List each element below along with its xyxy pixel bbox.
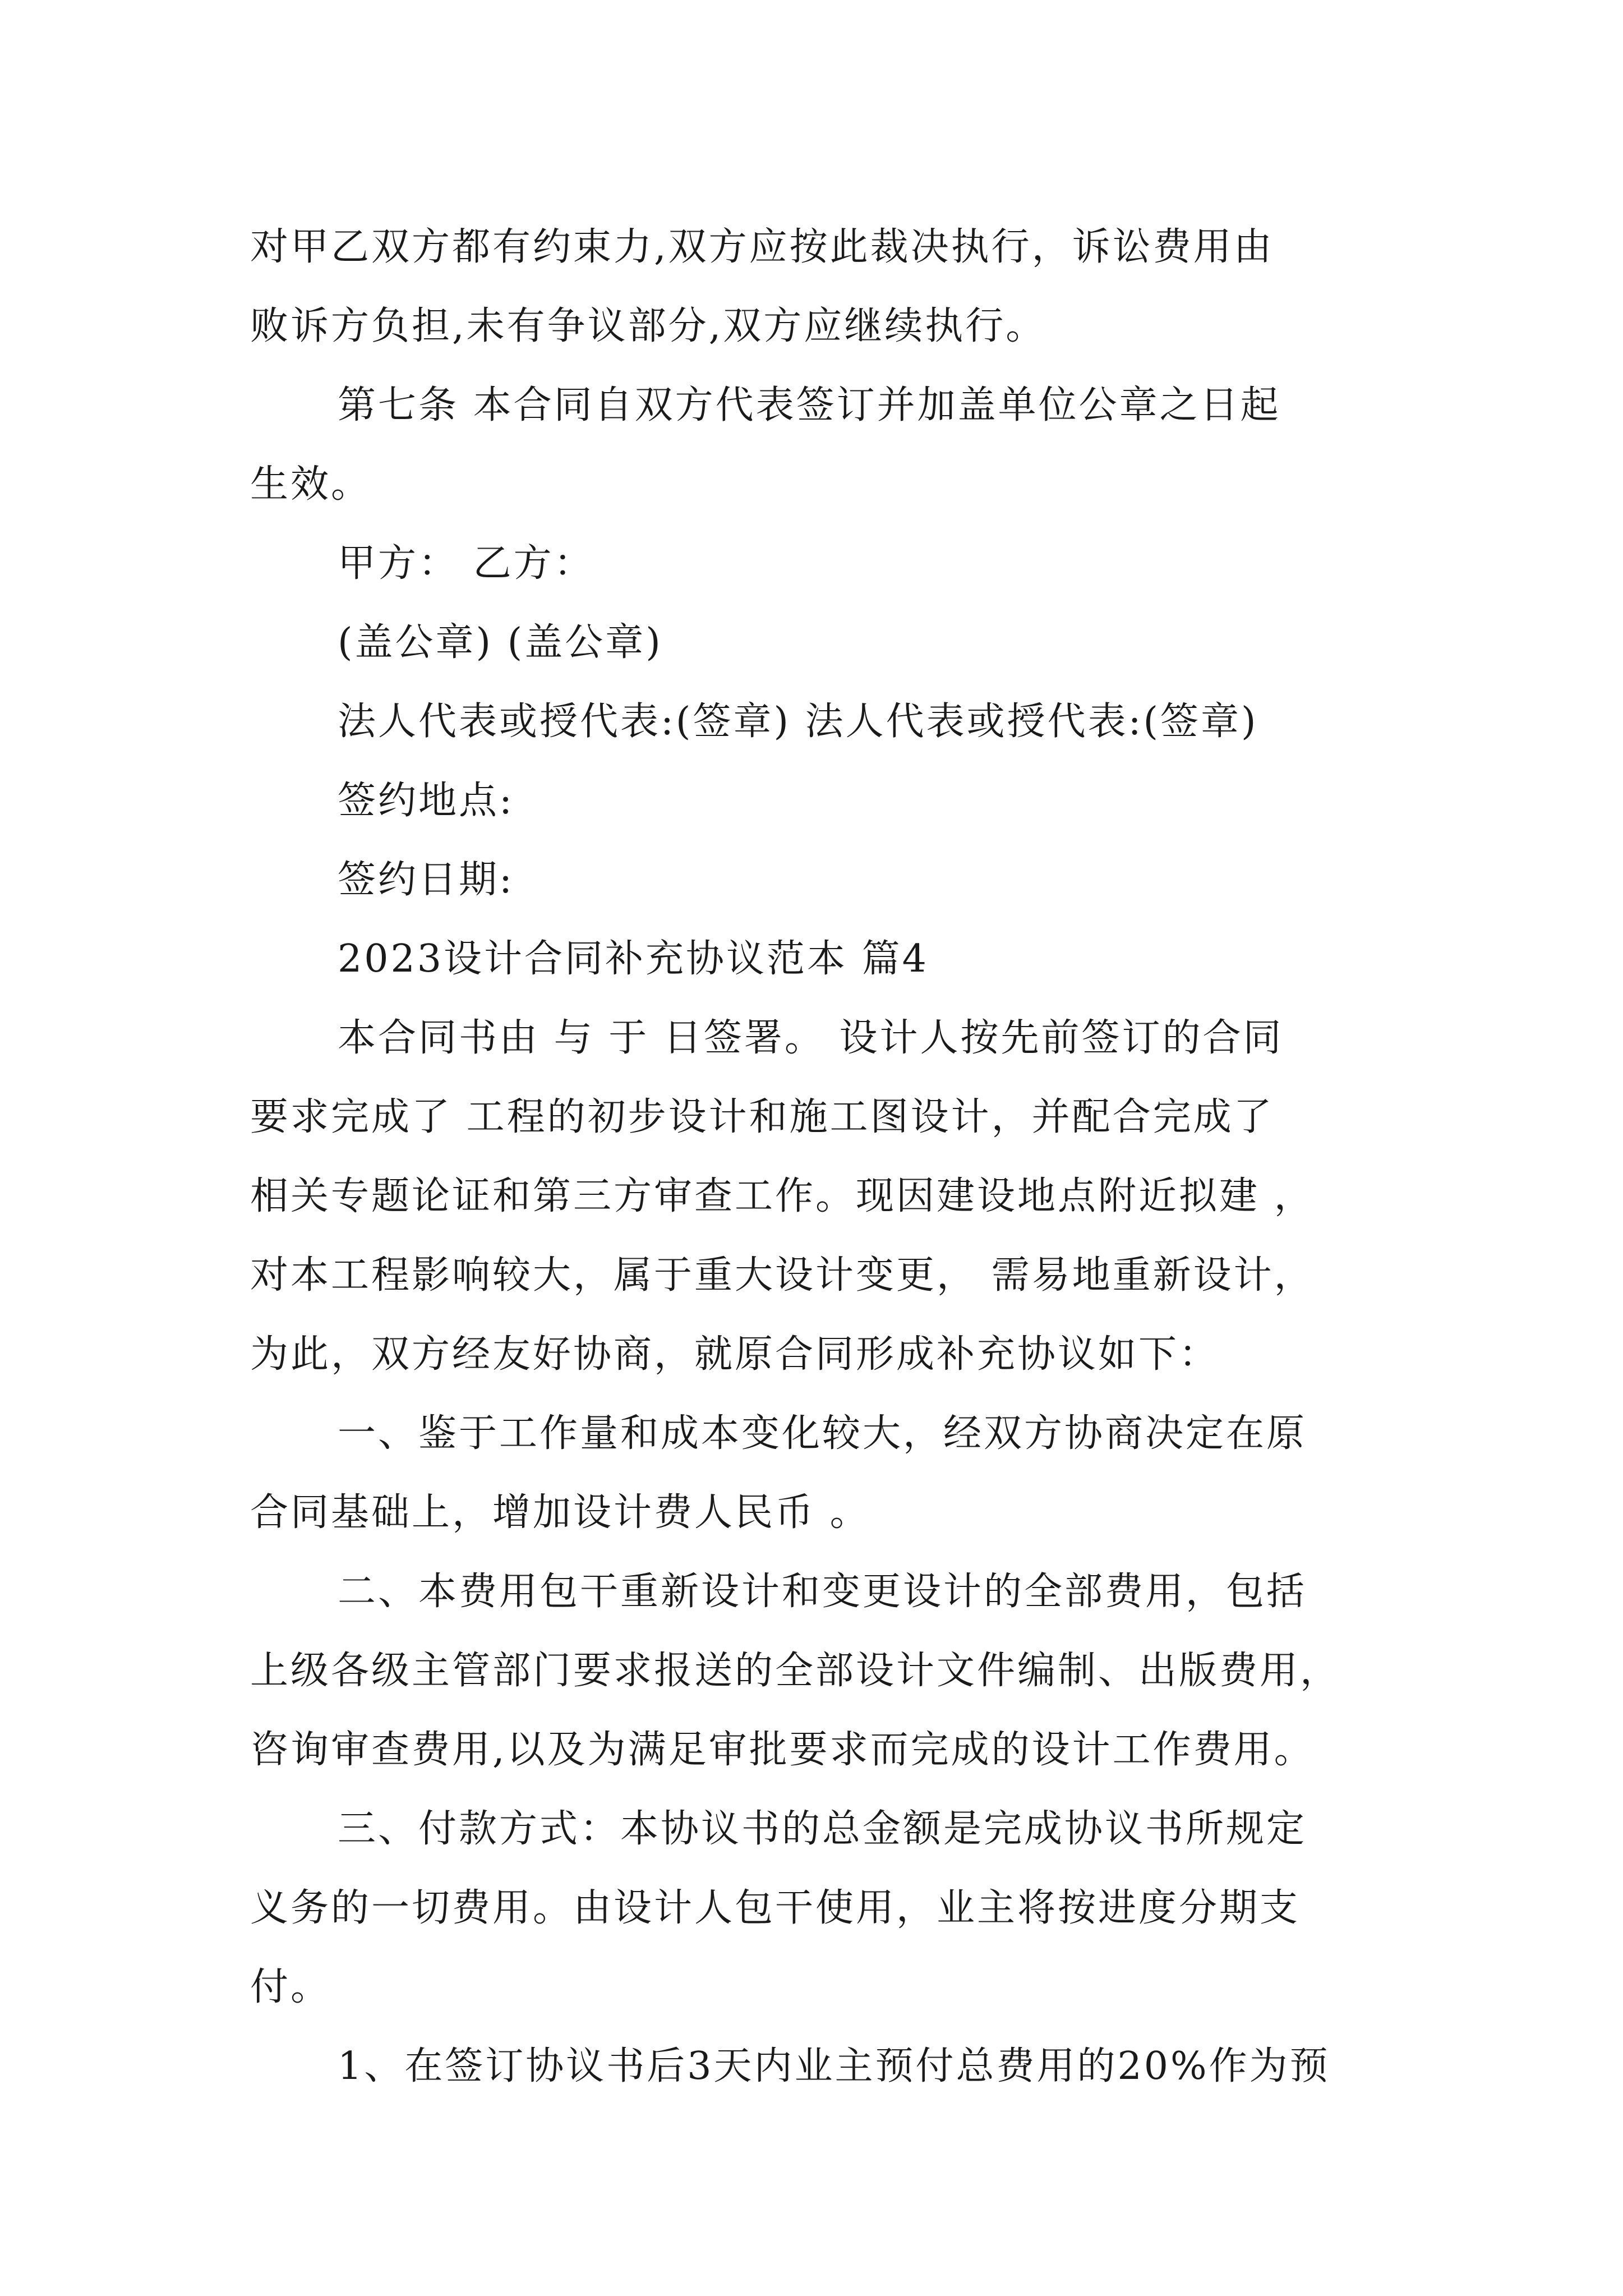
text-line: 付。 [250, 1965, 331, 2009]
signing-location: 签约地点: [338, 779, 514, 823]
document-body [250, 208, 1389, 2106]
party-labels: 甲方： 乙方： [338, 541, 594, 586]
signing-date: 签约日期: [338, 858, 514, 902]
section-heading: 2023设计合同补充协议范本 篇4 [338, 937, 929, 981]
text-line: 要求完成了 工程的初步设计和施工图设计，并配合完成了 [250, 1095, 1274, 1139]
text-line: 咨询审查费用,以及为满足审批要求而完成的设计工作费用。 [250, 1728, 1315, 1772]
clause-one: 一、鉴于工作量和成本变化较大，经双方协商决定在原 [338, 1411, 1307, 1456]
text-line: 合同基础上，增加设计费人民币 。 [250, 1490, 870, 1535]
seal-labels: (盖公章) (盖公章) [338, 620, 663, 665]
text-line: 对甲乙双方都有约束力,双方应按此裁决执行，诉讼费用由 [250, 225, 1274, 269]
text-line: 相关专题论证和第三方审查工作。现因建设地点附近拟建 ， [250, 1174, 1315, 1218]
payment-item-one: 1、在签订协议书后3天内业主预付总费用的20%作为预 [338, 2044, 1330, 2088]
representative-labels: 法人代表或授代表:(签章) 法人代表或授代表:(签章) [338, 700, 1258, 744]
clause-three: 三、付款方式：本协议书的总金额是完成协议书所规定 [338, 1807, 1307, 1851]
text-line: 义务的一切费用。由设计人包干使用，业主将按进度分期支 [250, 1886, 1301, 1930]
text-line: 生效。 [250, 462, 372, 507]
text-line: 上级各级主管部门要求报送的全部设计文件编制、出版费用， [250, 1649, 1341, 1693]
article-seven-line: 第七条 本合同自双方代表签订并加盖单位公章之日起 [338, 383, 1281, 427]
text-line: 对本工程影响较大，属于重大设计变更， 需易地重新设计， [250, 1253, 1315, 1297]
text-line: 为此，双方经友好协商，就原合同形成补充协议如下： [250, 1332, 1220, 1377]
text-line: 败诉方负担,未有争议部分,双方应继续执行。 [250, 304, 1046, 348]
text-line: 本合同书由 与 于 日签署。 设计人按先前签订的合同 [338, 1016, 1284, 1060]
clause-two: 二、本费用包干重新设计和变更设计的全部费用，包括 [338, 1570, 1307, 1614]
